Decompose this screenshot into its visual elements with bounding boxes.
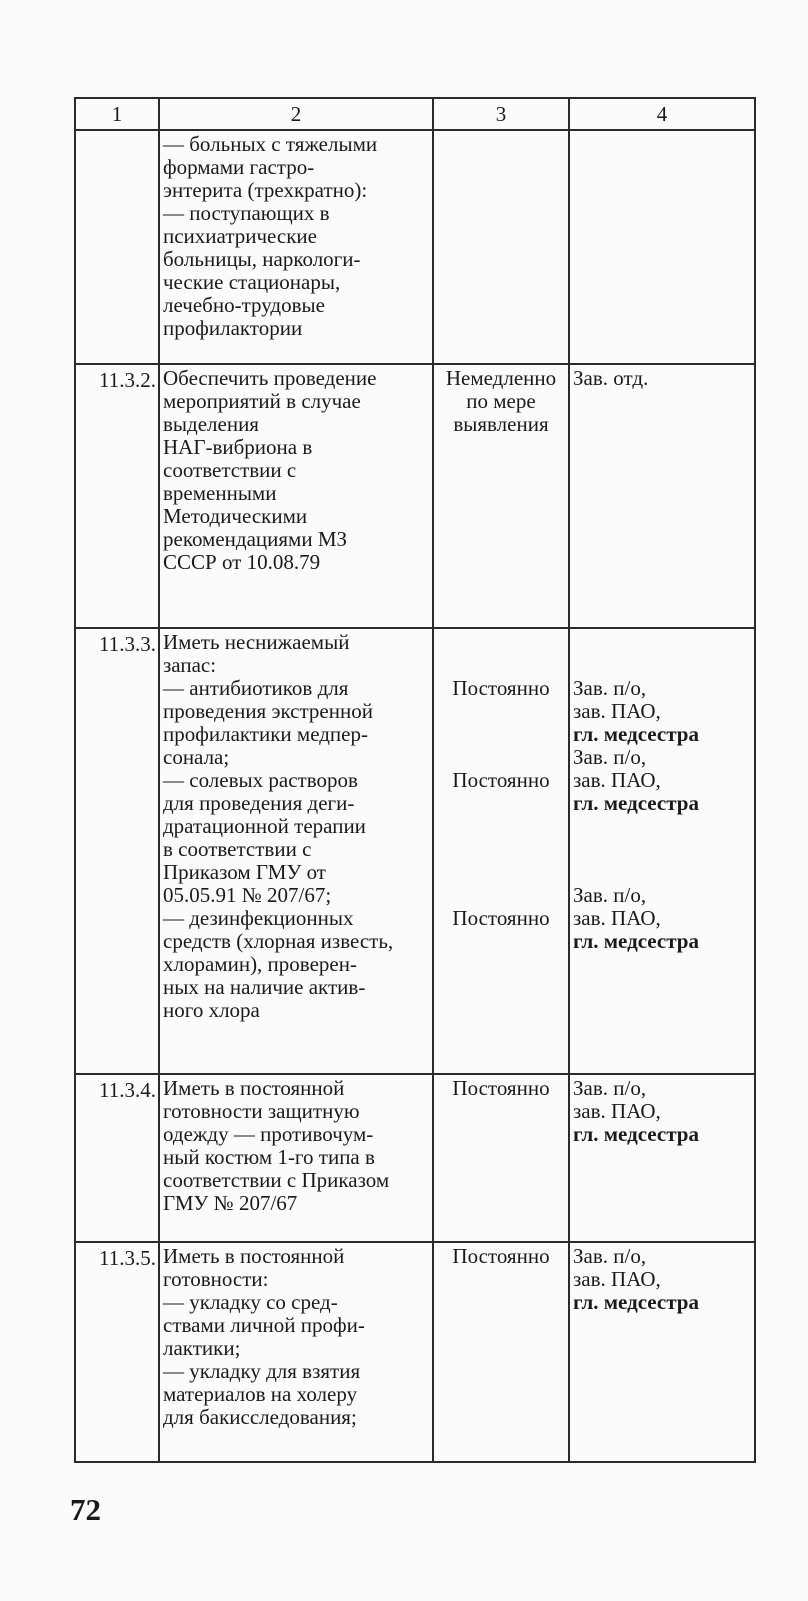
text-line: соответствии с Приказом — [163, 1168, 390, 1192]
text-line: запас: — [163, 653, 217, 677]
deadline-cell — [433, 130, 569, 364]
deadline-line: Постоянно — [452, 1076, 550, 1100]
responsible-line: гл. медсестра — [573, 722, 699, 746]
item-number: 11.3.4. — [75, 1074, 159, 1242]
item-number: 11.3.2. — [75, 364, 159, 628]
text-line: — антибиотиков для — [163, 676, 349, 700]
text-line: хлорамин), проверен- — [163, 952, 357, 976]
item-number: 11.3.3. — [75, 628, 159, 1074]
text-line: лечебно-трудовые — [163, 293, 325, 317]
responsible-line: Зав. п/о, — [573, 745, 647, 769]
measure-text — [159, 1242, 433, 1462]
table-row — [75, 1242, 755, 1462]
text-line: лактики; — [163, 1336, 241, 1360]
responsible-line: зав. ПАО, — [573, 699, 661, 723]
responsible-line: Зав. п/о, — [573, 1076, 647, 1100]
text-line: Иметь в постоянной — [163, 1244, 345, 1268]
responsible-cell — [569, 364, 755, 628]
table-row — [75, 130, 755, 364]
text-line: ческие стационары, — [163, 270, 341, 294]
deadline-cell — [433, 364, 569, 628]
measure-text — [159, 1074, 433, 1242]
text-line: готовности защитную — [163, 1099, 360, 1123]
text-line: ных на наличие актив- — [163, 975, 366, 999]
deadline-line: Постоянно — [452, 1244, 550, 1268]
item-number: 11.3.5. — [75, 1242, 159, 1462]
table-row — [75, 628, 755, 1074]
text-line: — больных с тяжелыми — [163, 132, 378, 156]
deadline-line: Постоянно — [452, 676, 550, 700]
column-header-3: 3 — [433, 98, 569, 130]
text-line: СССР от 10.08.79 — [163, 550, 321, 574]
text-line: Приказом ГМУ от — [163, 860, 326, 884]
responsible-line: гл. медсестра — [573, 929, 699, 953]
deadline-line: по мере — [466, 389, 536, 413]
text-line: для бакисследования; — [163, 1405, 357, 1429]
table-row — [75, 1074, 755, 1242]
text-line: — солевых растворов — [163, 768, 358, 792]
header-row — [75, 98, 755, 130]
text-line: временными — [163, 481, 277, 505]
text-line: выделения — [163, 412, 259, 436]
text-line: соответствии с — [163, 458, 297, 482]
text-line: больницы, наркологи- — [163, 247, 361, 271]
table-row — [75, 364, 755, 628]
text-line: профилактики медпер- — [163, 722, 368, 746]
text-line: — укладку для взятия — [163, 1359, 361, 1383]
text-line: психиатрические — [163, 224, 317, 248]
responsible-line: зав. ПАО, — [573, 1267, 661, 1291]
measure-text — [159, 628, 433, 1074]
responsible-line: Зав. п/о, — [573, 1244, 647, 1268]
text-line: 05.05.91 № 207/67; — [163, 883, 332, 907]
responsible-line: зав. ПАО, — [573, 1099, 661, 1123]
deadline-cell — [433, 1242, 569, 1462]
text-line: ствами личной профи- — [163, 1313, 365, 1337]
text-line: Иметь неснижаемый — [163, 630, 350, 654]
text-line: НАГ-вибриона в — [163, 435, 313, 459]
text-line: в соответствии с — [163, 837, 312, 861]
text-line: дратационной терапии — [163, 814, 366, 838]
text-line: для проведения деги- — [163, 791, 355, 815]
deadline-line: Постоянно — [452, 906, 550, 930]
measure-text — [159, 364, 433, 628]
responsible-line: гл. медсестра — [573, 1122, 699, 1146]
column-header-4: 4 — [569, 98, 755, 130]
deadline-cell — [433, 628, 569, 1074]
deadline-line: выявления — [453, 412, 549, 436]
text-line: — дезинфекционных — [163, 906, 354, 930]
column-header-2: 2 — [159, 98, 433, 130]
measure-text — [159, 130, 433, 364]
item-number — [75, 130, 159, 364]
responsible-line: Зав. отд. — [573, 366, 649, 390]
text-line: Обеспечить проведение — [163, 366, 377, 390]
responsible-cell — [569, 1242, 755, 1462]
deadline-line: Постоянно — [452, 768, 550, 792]
responsible-line: Зав. п/о, — [573, 883, 647, 907]
responsible-line: зав. ПАО, — [573, 768, 661, 792]
page-number: 72 — [70, 1492, 101, 1527]
text-line: формами гастро- — [163, 155, 315, 179]
text-line: энтерита (трехкратно): — [163, 178, 368, 202]
text-line: ГМУ № 207/67 — [163, 1191, 298, 1215]
responsible-line: зав. ПАО, — [573, 906, 661, 930]
text-line: ный костюм 1-го типа в — [163, 1145, 375, 1169]
text-line: рекомендациями МЗ — [163, 527, 348, 551]
text-line: мероприятий в случае — [163, 389, 361, 413]
text-line: ного хлора — [163, 998, 260, 1022]
text-line: проведения экстренной — [163, 699, 373, 723]
column-header-1: 1 — [75, 98, 159, 130]
deadline-line: Немедленно — [445, 366, 557, 390]
text-line: Методическими — [163, 504, 308, 528]
text-line: Иметь в постоянной — [163, 1076, 345, 1100]
responsible-line: Зав. п/о, — [573, 676, 647, 700]
responsible-cell — [569, 1074, 755, 1242]
text-line: готовности: — [163, 1267, 269, 1291]
text-line: средств (хлорная известь, — [163, 929, 394, 953]
text-line: профилактории — [163, 316, 303, 340]
text-line: материалов на холеру — [163, 1382, 358, 1406]
text-line: — поступающих в — [163, 201, 330, 225]
text-line: одежду — противочум- — [163, 1122, 374, 1146]
responsible-line: гл. медсестра — [573, 791, 699, 815]
responsible-cell — [569, 628, 755, 1074]
measures-table — [74, 97, 756, 1463]
responsible-line: гл. медсестра — [573, 1290, 699, 1314]
text-line: сонала; — [163, 745, 230, 769]
responsible-cell — [569, 130, 755, 364]
text-line: — укладку со сред- — [163, 1290, 338, 1314]
deadline-cell — [433, 1074, 569, 1242]
